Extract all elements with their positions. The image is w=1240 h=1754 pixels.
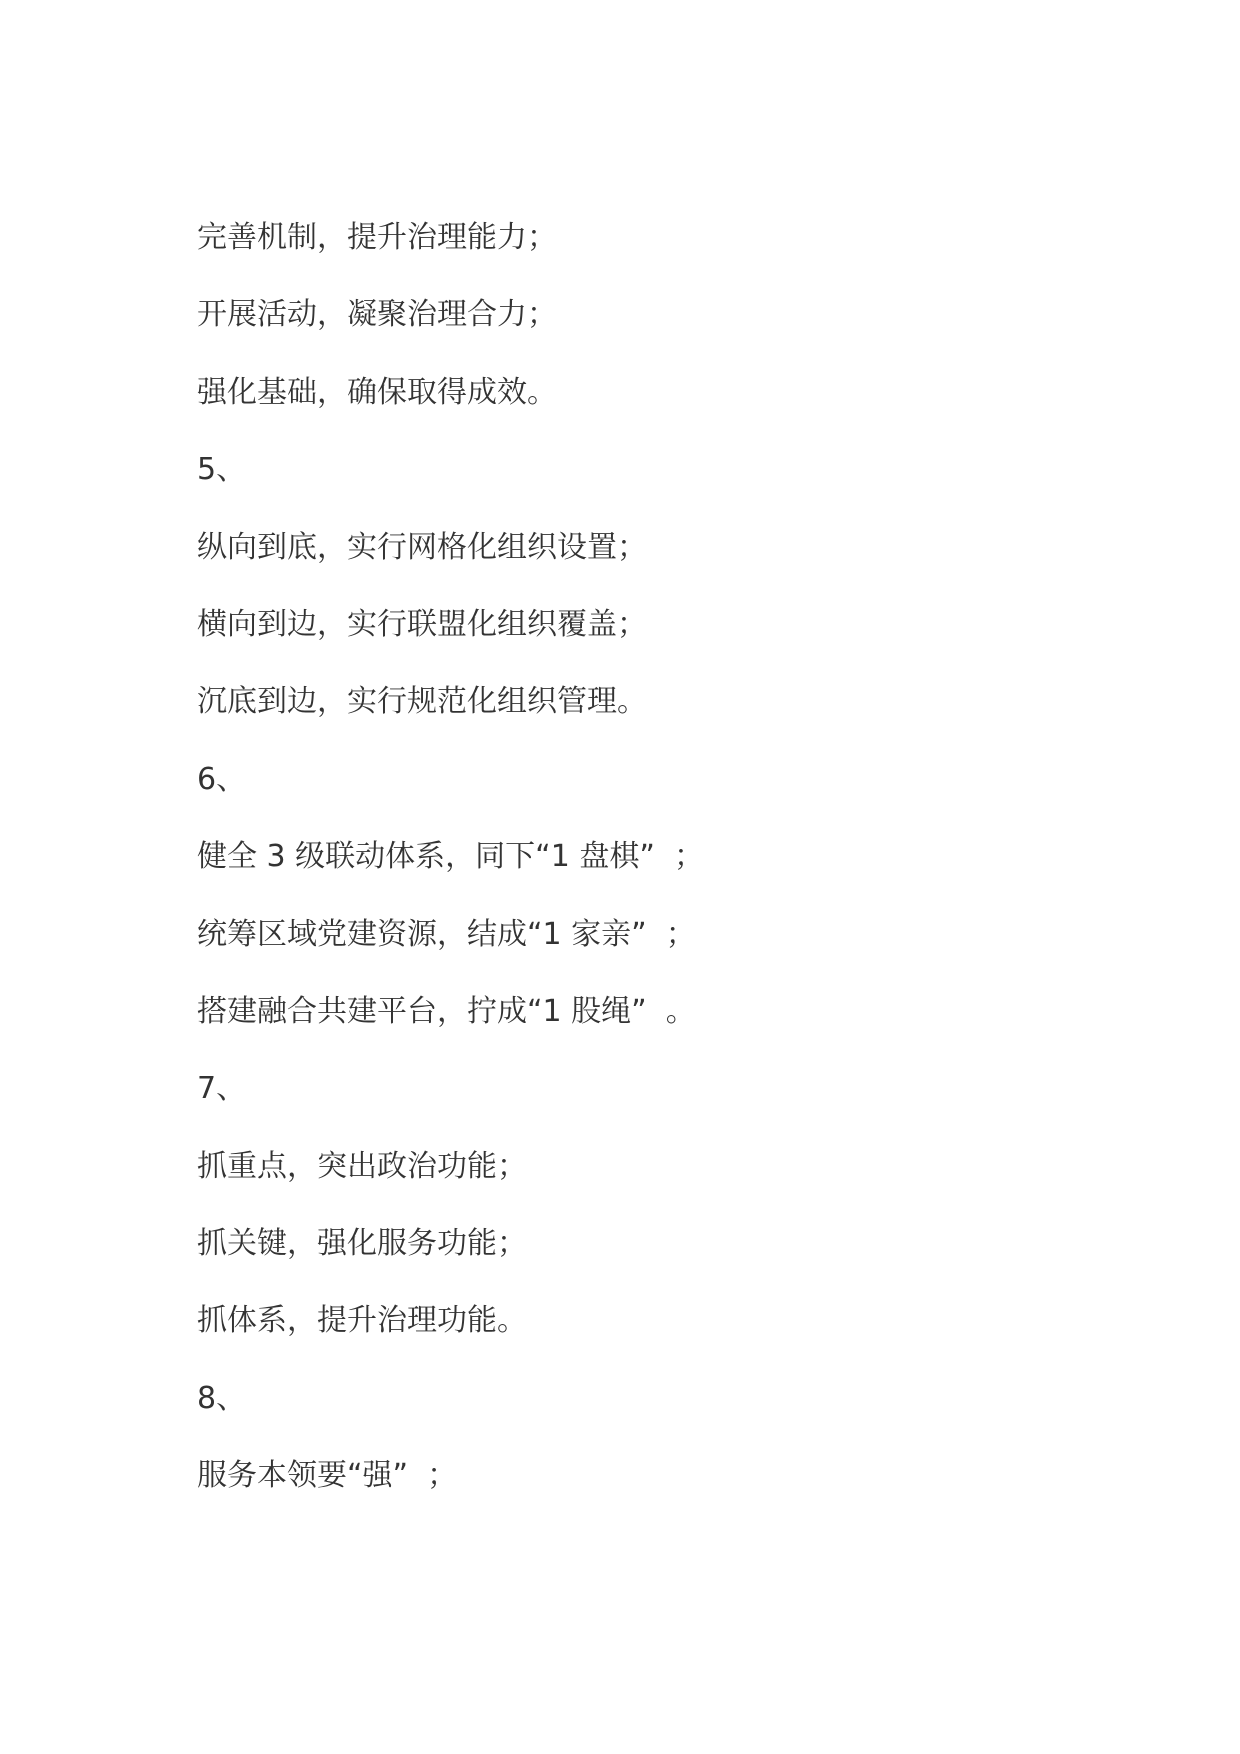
text-line: 搭建融合共建平台，拧成“1 股绳” 。 xyxy=(197,993,696,1029)
section-number: 7、 xyxy=(197,1071,247,1107)
section-number: 8、 xyxy=(197,1380,247,1416)
text-line: 开展活动，凝聚治理合力； xyxy=(197,297,557,333)
text-line: 横向到边，实行联盟化组织覆盖； xyxy=(197,606,647,642)
text-line: 纵向到底，实行网格化组织设置； xyxy=(197,529,647,565)
text-line: 抓关键，强化服务功能； xyxy=(197,1226,527,1262)
text-line: 强化基础，确保取得成效。 xyxy=(197,374,557,410)
text-line: 沉底到边，实行规范化组织管理。 xyxy=(197,684,647,720)
section-number: 6、 xyxy=(197,761,247,797)
text-line: 抓重点，突出政治功能； xyxy=(197,1148,527,1184)
text-line: 抓体系，提升治理功能。 xyxy=(197,1303,527,1339)
text-line: 完善机制，提升治理能力； xyxy=(197,220,557,255)
text-line: 健全 3 级联动体系，同下“1 盘棋” ； xyxy=(197,839,704,875)
document-body xyxy=(197,219,1097,1535)
text-line: 服务本领要“强” ； xyxy=(197,1458,458,1494)
section-number: 5、 xyxy=(197,452,247,488)
text-line: 统筹区域党建资源，结成“1 家亲” ； xyxy=(197,916,696,952)
